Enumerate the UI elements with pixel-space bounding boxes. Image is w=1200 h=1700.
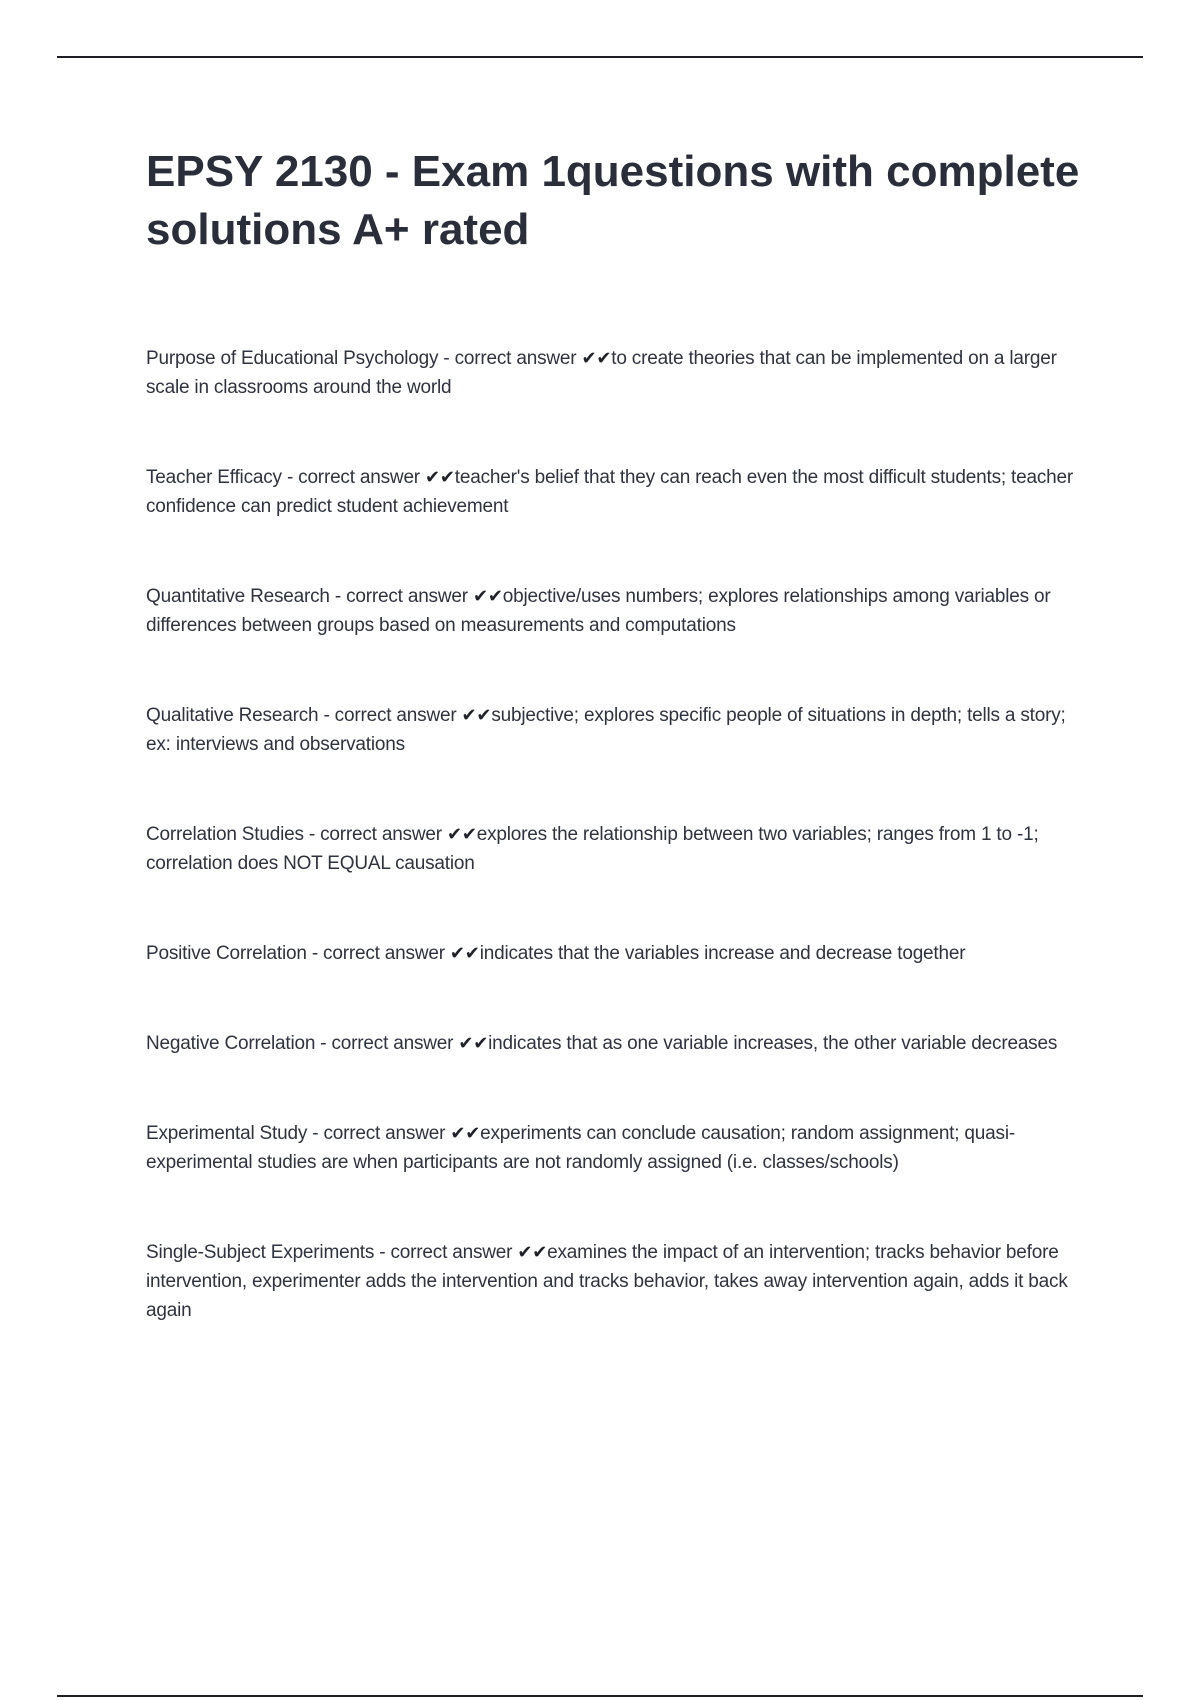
qa-answer: objective/uses numbers; explores relationships among variables or differences between groups based on measurements and computations — [146, 586, 1051, 636]
qa-separator: - correct answer — [438, 348, 582, 369]
qa-term: Single-Subject Experiments — [146, 1242, 375, 1263]
qa-term: Purpose of Educational Psychology — [146, 348, 439, 369]
top-divider — [57, 56, 1143, 58]
qa-list — [146, 344, 1091, 1325]
qa-term: Correlation Studies — [146, 824, 304, 845]
qa-separator: - correct answer — [318, 705, 462, 726]
bottom-divider — [57, 1695, 1143, 1697]
qa-separator: - correct answer — [374, 1242, 518, 1263]
qa-answer: indicates that the variables increase and decrease together — [479, 943, 966, 964]
qa-item-qualitative-research — [146, 701, 1091, 759]
qa-answer: experiments can conclude causation; random assignment; quasi-experimental studies are when participants are not randomly assigned (i.e. classes/schools) — [146, 1123, 1015, 1173]
double-check-icon: ✔✔ — [461, 705, 492, 726]
qa-separator: - correct answer — [315, 1033, 459, 1054]
double-check-icon: ✔✔ — [458, 1033, 489, 1054]
qa-answer: explores the relationship between two variables; ranges from 1 to -1; correlation does NOT EQUAL causation — [146, 824, 1039, 874]
qa-separator: - correct answer — [281, 467, 426, 488]
double-check-icon: ✔✔ — [472, 586, 503, 607]
qa-item-purpose-of-educational-psychology — [146, 344, 1091, 402]
qa-term: Teacher Efficacy — [146, 467, 282, 488]
double-check-icon: ✔✔ — [425, 467, 455, 488]
qa-answer: subjective; explores specific people of situations in depth; tells a story; ex: interviews and observations — [146, 705, 1066, 755]
double-check-icon: ✔✔ — [517, 1242, 548, 1263]
qa-term: Positive Correlation — [146, 943, 307, 964]
qa-term: Qualitative Research — [146, 705, 319, 726]
double-check-icon: ✔✔ — [446, 824, 477, 845]
qa-item-experimental-study — [146, 1119, 1091, 1177]
qa-item-positive-correlation — [146, 939, 1091, 968]
qa-term: Negative Correlation — [146, 1033, 316, 1054]
qa-term: Experimental Study — [146, 1123, 308, 1144]
qa-separator: - correct answer — [329, 586, 473, 607]
qa-answer: examines the impact of an intervention; tracks behavior before intervention, experimenter adds the intervention and tracks behavior, takes away intervention again, adds it back again — [146, 1242, 1068, 1321]
double-check-icon: ✔✔ — [581, 348, 612, 369]
qa-item-correlation-studies — [146, 820, 1091, 878]
qa-answer: indicates that as one variable increases, the other variable decreases — [488, 1033, 1058, 1054]
qa-item-teacher-efficacy — [146, 463, 1091, 521]
qa-item-single-subject-experiments — [146, 1238, 1091, 1325]
qa-item-quantitative-research — [146, 582, 1091, 640]
qa-term: Quantitative Research — [146, 586, 330, 607]
page-title: EPSY 2130 - Exam 1questions with complete solutions A+ rated — [146, 147, 1080, 254]
qa-answer: teacher's belief that they can reach even the most difficult students; teacher confidence can predict student achievement — [146, 467, 1074, 517]
qa-answer: to create theories that can be implemented on a larger scale in classrooms around the world — [146, 348, 1057, 398]
qa-item-negative-correlation — [146, 1029, 1091, 1058]
qa-separator: - correct answer — [303, 824, 447, 845]
qa-separator: - correct answer — [307, 1123, 451, 1144]
double-check-icon: ✔✔ — [449, 943, 480, 964]
qa-separator: - correct answer — [306, 943, 450, 964]
double-check-icon: ✔✔ — [450, 1123, 481, 1144]
